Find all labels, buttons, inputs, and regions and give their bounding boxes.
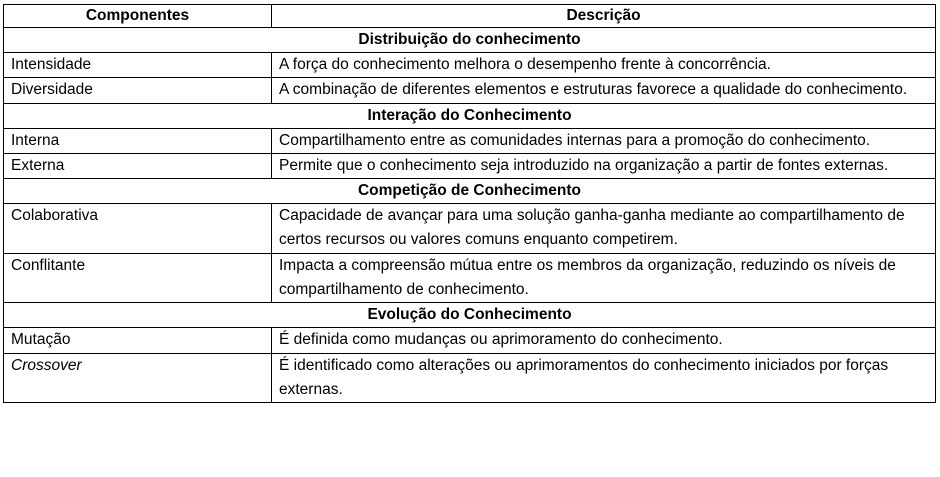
table-row xyxy=(4,253,936,303)
section-title-evolucao: Evolução do Conhecimento xyxy=(4,303,936,328)
section-title-distribuicao: Distribuição do conhecimento xyxy=(4,28,936,53)
description-cell: A força do conhecimento melhora o desempenho frente à concorrência. xyxy=(272,53,936,78)
component-cell: Conflitante xyxy=(4,253,272,303)
section-row xyxy=(4,179,936,204)
component-cell: Interna xyxy=(4,128,272,153)
section-title-competicao: Competição de Conhecimento xyxy=(4,179,936,204)
header-componentes: Componentes xyxy=(4,5,272,28)
description-cell: É definida como mudanças ou aprimoramento do conhecimento. xyxy=(272,328,936,353)
table-row xyxy=(4,328,936,353)
component-cell: Externa xyxy=(4,153,272,178)
description-cell: Permite que o conhecimento seja introduzido na organização a partir de fontes externas. xyxy=(272,153,936,178)
component-cell: Diversidade xyxy=(4,78,272,103)
description-cell: Capacidade de avançar para uma solução ganha-ganha mediante ao compartilhamento de certos recursos ou valores comuns enquanto competirem. xyxy=(272,204,936,254)
header-descricao: Descrição xyxy=(272,5,936,28)
section-title-interacao: Interação do Conhecimento xyxy=(4,103,936,128)
table-row xyxy=(4,128,936,153)
description-cell: É identificado como alterações ou aprimoramentos do conhecimento iniciados por forças externas. xyxy=(272,353,936,403)
knowledge-components-table xyxy=(3,4,936,403)
component-cell: Colaborativa xyxy=(4,204,272,254)
table-row xyxy=(4,53,936,78)
description-cell: Compartilhamento entre as comunidades internas para a promoção do conhecimento. xyxy=(272,128,936,153)
table-row xyxy=(4,204,936,254)
table-header-row xyxy=(4,5,936,28)
component-cell: Crossover xyxy=(4,353,272,403)
table-row xyxy=(4,78,936,103)
description-cell: A combinação de diferentes elementos e estruturas favorece a qualidade do conhecimento. xyxy=(272,78,936,103)
section-row xyxy=(4,303,936,328)
section-row xyxy=(4,28,936,53)
table-row xyxy=(4,353,936,403)
component-cell: Intensidade xyxy=(4,53,272,78)
component-cell: Mutação xyxy=(4,328,272,353)
description-cell: Impacta a compreensão mútua entre os membros da organização, reduzindo os níveis de compartilhamento de conhecimento. xyxy=(272,253,936,303)
table-row xyxy=(4,153,936,178)
section-row xyxy=(4,103,936,128)
